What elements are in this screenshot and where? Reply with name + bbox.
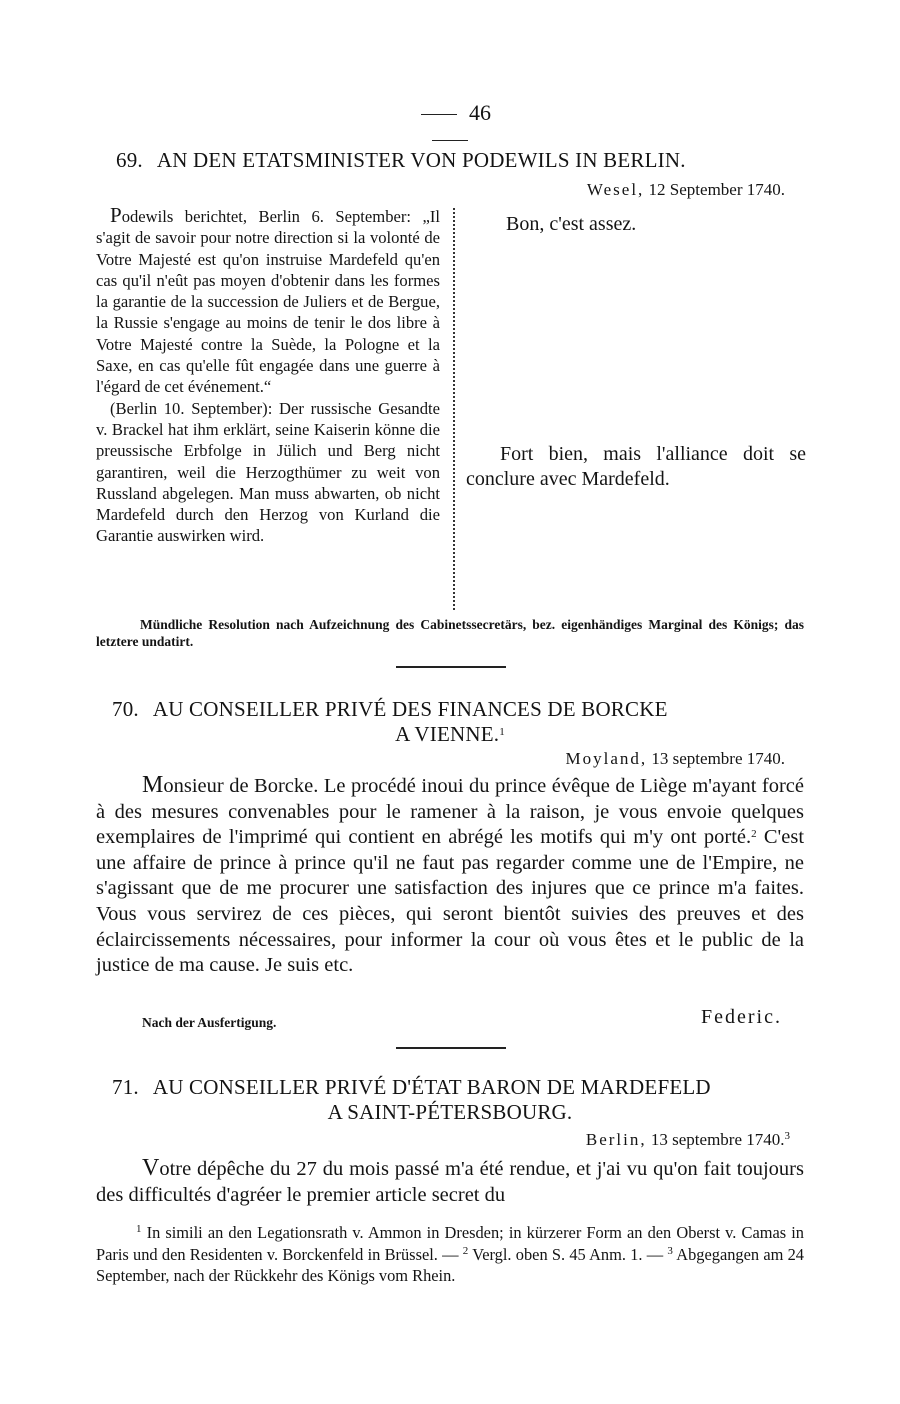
section-71-heading bbox=[112, 1075, 711, 1100]
section-69-source-note: Mündliche Resolution nach Aufzeichnung des Cabinetssecretärs, bez. eigenhändiges Marginal des Königs; das letztere undatirt. bbox=[96, 617, 804, 649]
section-71-dateline bbox=[586, 1130, 790, 1150]
footnote-ref-2: 2 bbox=[751, 828, 757, 841]
section-70-number: 70. bbox=[112, 697, 139, 721]
section-71-title-line1: AU CONSEILLER PRIVÉ D'ÉTAT BARON DE MARDEFELD bbox=[152, 1075, 711, 1099]
section-69-heading bbox=[116, 148, 686, 173]
section-70-initial: M bbox=[142, 772, 164, 798]
column-divider bbox=[453, 208, 455, 610]
footnote-2: Vergl. oben S. 45 Anm. 1. — bbox=[468, 1244, 668, 1264]
section-70-dateline bbox=[566, 749, 786, 769]
section-separator-2 bbox=[396, 1047, 506, 1049]
section-69-dateline bbox=[587, 180, 785, 200]
footnote-2-marker: 2 bbox=[462, 1244, 469, 1257]
footnote-3: Abgegangen am 24 September, nach der Rückkehr des Königs vom Rhein. bbox=[96, 1244, 804, 1286]
section-70-letter-text bbox=[96, 773, 804, 979]
section-70-heading bbox=[112, 697, 668, 722]
section-69-number: 69. bbox=[116, 148, 143, 172]
section-69-summary bbox=[96, 205, 440, 547]
summary-initial: P bbox=[110, 203, 122, 227]
section-70-date: 13 septembre 1740. bbox=[651, 749, 785, 768]
section-70-source-note: Nach der Ausfertigung. bbox=[142, 1015, 277, 1030]
section-70-heading-line2 bbox=[0, 722, 900, 747]
section-71-initial: V bbox=[142, 1155, 160, 1181]
section-71-text: otre dépêche du 27 du mois passé m'a été rendue, et j'ai vu qu'on fait toujours des difficultés d'agréer le premier article secret du bbox=[96, 1158, 804, 1206]
footnotes-text bbox=[96, 1222, 804, 1287]
page-number-dash-left bbox=[421, 114, 457, 115]
section-70-text-part-1: onsieur de Borcke. Le procédé inoui du prince évêque de Liège m'ayant forcé à des mesures convenables pour le ramener à la raison, je vous envoie quelques exemplaires de l'imprimé qui contient en abrégé les motifs qui m'y ont porté. bbox=[96, 775, 804, 849]
page-number-value: 46 bbox=[469, 100, 491, 125]
section-71-title-line2: A SAINT-PÉTERSBOURG. bbox=[327, 1100, 573, 1124]
section-71-number: 71. bbox=[112, 1075, 139, 1099]
footnote-1: In simili an den Legationsrath v. Ammon in Dresden; in kürzerer Form an den Oberst v. Camas in Paris und den Residenten v. Borckenfeld in Brüssel. — bbox=[96, 1223, 804, 1264]
section-69-date-place: Wesel, bbox=[586, 180, 645, 199]
section-70-letter bbox=[96, 773, 804, 979]
section-70-signature: Federic. bbox=[701, 1006, 782, 1028]
section-71-heading-line2 bbox=[0, 1100, 900, 1125]
section-70-title-line1: AU CONSEILLER PRIVÉ DES FINANCES DE BORCKE bbox=[152, 697, 668, 721]
section-71-date: 13 septembre 1740. bbox=[650, 1130, 785, 1149]
footnote-3-marker: 3 bbox=[667, 1244, 673, 1257]
footnote-ref-3: 3 bbox=[784, 1130, 790, 1142]
section-70-text-part-2: C'est une affaire de prince à prince qu'il ne faut pas regarder comme une de l'Empire, ne s'agissant que de me procurer une satisfaction des injures que ce prince m'a faites. Vous vous servirez de ces pièces, qui seront bientôt suivies des preuves et des éclaircissements nécessaires, pour informer la cour où vous êtes et le public de la justice de ma cause. Je suis etc. bbox=[96, 826, 805, 977]
section-69-title: AN DEN ETATSMINISTER VON PODEWILS IN BERLIN. bbox=[156, 148, 686, 172]
section-71-letter-text bbox=[96, 1156, 804, 1208]
footnotes bbox=[96, 1222, 804, 1287]
summary-paragraph-1 bbox=[96, 205, 440, 398]
section-70-date-place: Moyland, bbox=[565, 749, 648, 768]
footnote-ref-1: 1 bbox=[499, 726, 505, 738]
footnote-1-marker: 1 bbox=[136, 1223, 142, 1235]
page-number bbox=[384, 100, 516, 128]
section-71-letter bbox=[96, 1156, 804, 1208]
section-70-title-line2: A VIENNE. bbox=[395, 722, 500, 746]
summary-paragraph-1-text: odewils berichtet, Berlin 6. September: „Il s'agit de savoir pour notre direction si la volonté de Votre Majesté est qu'on instruise Mardefeld qu'en cas qu'il n'eût pas moyen d'obtenir dans les formes la garantie de la succession de Juliers et de Bergue, la Russie s'engage au moins de tenir le dos libre à Votre Majesté contre la Suède, la Pologne et la Saxe, en cas qu'elle fût engagée dans une guerre à l'égard de cet événement.“ bbox=[96, 207, 440, 397]
marginal-note-2: Fort bien, mais l'alliance doit se conclure avec Mardefeld. bbox=[466, 443, 806, 490]
page-number-dash-right bbox=[432, 140, 468, 141]
marginal-note-1: Bon, c'est assez. bbox=[506, 213, 637, 235]
section-separator-1 bbox=[396, 666, 506, 668]
summary-paragraph-2: (Berlin 10. September): Der russische Gesandte v. Brackel hat ihm erklärt, seine Kaiserin könne die preussische Erbfolge in Jülich und Berg nicht garantiren, weil die Herzogthümer zu weit von Russland abgelegen. Man muss abwarten, ob nicht Mardefeld durch den Herzog von Kurland die Garantie auswirken wird. bbox=[96, 398, 440, 546]
section-71-date-place: Berlin, bbox=[585, 1130, 647, 1149]
section-69-date: 12 September 1740. bbox=[648, 180, 785, 199]
